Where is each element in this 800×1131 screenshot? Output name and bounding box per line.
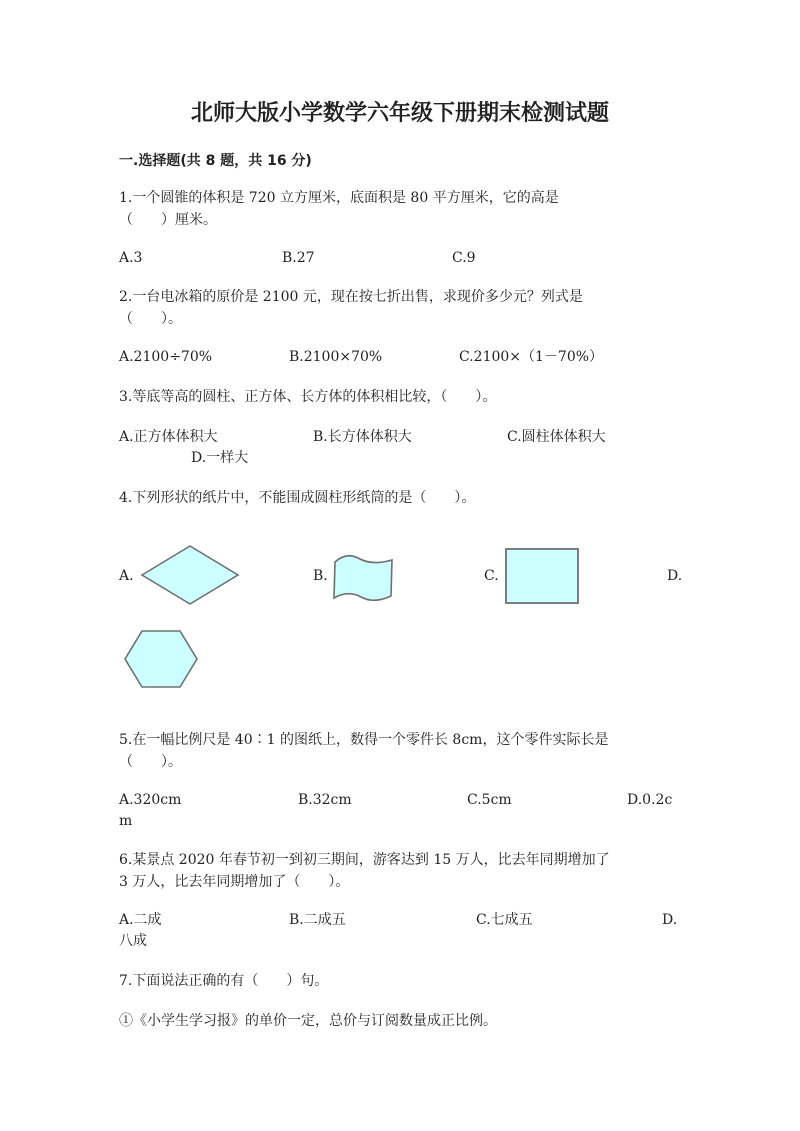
question-5-option-d-wrap: m: [119, 813, 133, 829]
question-1: [119, 187, 679, 231]
question-6-option-a[interactable]: A.二成: [119, 912, 162, 928]
question-3-option-a[interactable]: A.正方体体积大: [119, 429, 218, 445]
wavy-paper-shape: [328, 552, 398, 606]
question-5-option-b[interactable]: B.32cm: [298, 792, 352, 808]
rhombus-shape: [138, 543, 242, 607]
question-2-option-b[interactable]: B.2100×70%: [289, 349, 383, 365]
question-1-option-a[interactable]: A.3: [119, 250, 143, 266]
question-5-option-c[interactable]: C.5cm: [467, 792, 512, 808]
question-1-line-1: 1.一个圆锥的体积是 720 立方厘米，底面积是 80 平方厘米，它的高是: [119, 190, 559, 206]
question-4-option-b[interactable]: B.: [313, 568, 328, 584]
question-1-option-b[interactable]: B.27: [282, 250, 315, 266]
question-7: [119, 970, 679, 992]
question-6-option-d[interactable]: D.: [662, 912, 678, 928]
section-heading: 一.选择题(共 8 题，共 16 分): [119, 153, 312, 169]
question-5: [119, 729, 679, 773]
question-3-line-1: 3.等底等高的圆柱、正方体、长方体的体积相比较，（ ）。: [119, 389, 497, 405]
question-7-line-1: 7.下面说法正确的有（ ）句。: [119, 973, 329, 989]
question-2-option-a[interactable]: A.2100÷70%: [119, 349, 213, 365]
hexagon-shape: [122, 627, 202, 691]
question-2-line-1: 2.一台电冰箱的原价是 2100 元，现在按七折出售，求现价多少元？列式是: [119, 289, 583, 305]
question-3: [119, 386, 679, 408]
question-4: [119, 487, 679, 509]
question-1-line-2: （ ）厘米。: [119, 212, 217, 228]
question-2: [119, 286, 679, 330]
question-6-option-b[interactable]: B.二成五: [289, 912, 346, 928]
question-6-line-1: 6.某景点 2020 年春节初一到初三期间，游客达到 15 万人，比去年同期增加了: [119, 852, 610, 868]
question-3-option-d[interactable]: D.一样大: [191, 450, 249, 466]
question-2-line-2: （ ）。: [119, 311, 182, 327]
rectangle-shape: [503, 546, 581, 606]
question-6-option-c[interactable]: C.七成五: [476, 912, 533, 928]
question-1-option-c[interactable]: C.9: [452, 250, 476, 266]
question-4-option-a[interactable]: A.: [119, 568, 134, 584]
question-5-option-a[interactable]: A.320cm: [119, 792, 182, 808]
question-6: [119, 849, 679, 893]
question-5-option-d[interactable]: D.0.2c: [627, 792, 673, 808]
question-3-option-c[interactable]: C.圆柱体体积大: [507, 429, 606, 445]
question-4-line-1: 4.下列形状的纸片中，不能围成圆柱形纸筒的是（ ）。: [119, 490, 476, 506]
question-4-option-c[interactable]: C.: [484, 568, 499, 584]
question-4-option-d[interactable]: D.: [667, 568, 683, 584]
page-title: 北师大版小学数学六年级下册期末检测试题: [190, 101, 609, 126]
question-5-line-2: （ ）。: [119, 754, 182, 770]
question-3-option-b[interactable]: B.长方体体积大: [313, 429, 412, 445]
question-5-line-1: 5.在一幅比例尺是 40∶1 的图纸上，数得一个零件长 8cm，这个零件实际长是: [119, 732, 609, 748]
question-2-option-c[interactable]: C.2100×（1－70%）: [459, 349, 604, 365]
question-7-statement-1: ①《小学生学习报》的单价一定，总价与订阅数量成正比例。: [119, 1013, 497, 1029]
question-6-line-2: 3 万人，比去年同期增加了（ ）。: [119, 874, 350, 890]
question-6-option-d-wrap: 八成: [119, 933, 147, 949]
